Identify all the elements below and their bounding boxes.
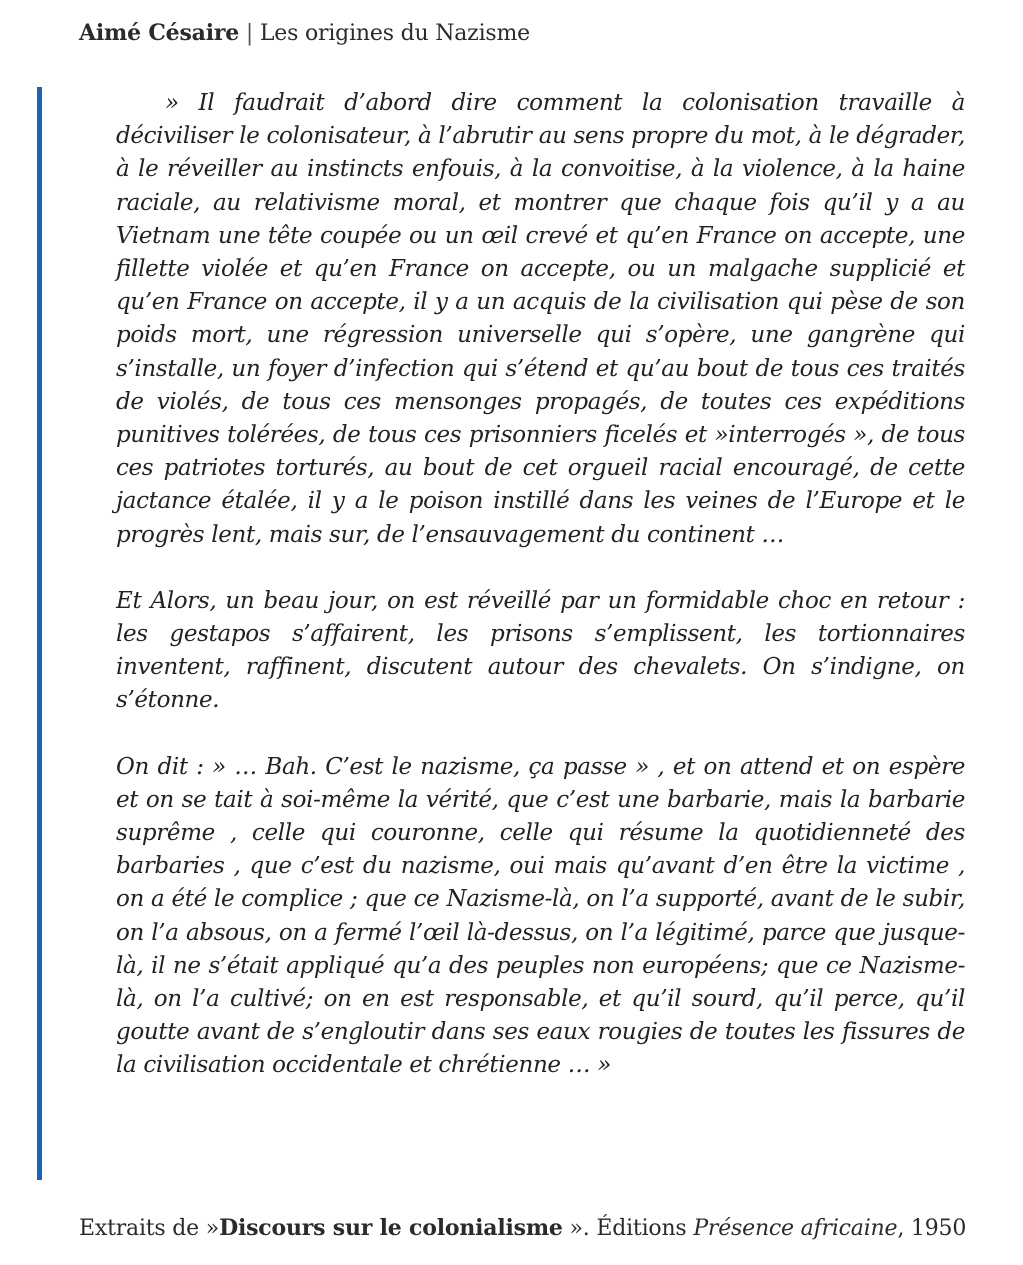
citation-prefix: Extraits de » [79, 1216, 220, 1241]
blockquote [116, 87, 965, 1116]
citation-middle: ». Éditions [562, 1216, 694, 1241]
quote-paragraph-3: On dit : » … Bah. C’est le nazisme, ça passe » , et on attend et on espère et on se tait à soi-même la vérité, que c’est une barbarie, mais la barbarie suprême , celle qui couronne, celle qui résume la quotidienneté des barbaries , que c’est du nazisme, oui mais qu’avant d’en être la victime , on a été le complice ; que ce Nazisme-là, on l’a supporté, avant de le subir, on l’a absous, on a fermé l’œil là-dessus, on l’a légitimé, parce que jusque-là, il ne s’était appliqué qu’a des peuples non européens; que ce Nazisme-là, on l’a cultivé; on en est responsable, et qu’il sourd, qu’il perce, qu’il goutte avant de s’engloutir dans ses eaux rougies de toutes les fissures de la civilisation occidentale et chrétienne … » [116, 753, 965, 1079]
header [79, 20, 530, 46]
publisher-name: Présence africaine [693, 1216, 898, 1241]
blockquote-bar [37, 87, 42, 1180]
header-separator: | [245, 21, 254, 46]
page-title: Les origines du Nazisme [259, 21, 530, 46]
book-title: Discours sur le colonialisme [219, 1215, 563, 1241]
author-name: Aimé Césaire [79, 20, 240, 46]
quote-paragraph-2: Et Alors, un beau jour, on est réveillé par un formidable choc en retour : les gestapos s’affairent, les prisons s’emplissent, les tortionnaires inventent, raffinent, discutent autour des chevalets. On s’indigne, on s’étonne. [116, 587, 965, 714]
citation-footer [79, 1215, 966, 1241]
quote-paragraph-1: » Il faudrait d’abord dire comment la colonisation travaille à déciviliser le colonisateur, à l’abrutir au sens propre du mot, à le dégrader, à le réveiller au instincts enfouis, à la convoitise, à la violence, à la haine raciale, au relativisme moral, et montrer que chaque fois qu’il y a au Vietnam une tête coupée ou un œil crevé et qu’en France on accepte, une fillette violée et qu’en France on accepte, ou un malgache supplicié et qu’en France on accepte, il y a un acquis de la civilisation qui pèse de son poids mort, une régression universelle qui s’opère, une gangrène qui s’installe, un foyer d’infection qui s’étend et qu’au bout de tous ces traités de violés, de tous ces mensonges propagés, de toutes ces expéditions punitives tolérées, de tous ces prisonniers ficelés et »interrogés », de tous ces patriotes torturés, au bout de cet orgueil racial encouragé, de cette jactance étalée, il y a le poison instillé dans les veines de l’Europe et le progrès lent, mais sur, de l’ensauvagement du continent … [116, 90, 965, 548]
publication-year: , 1950 [897, 1216, 967, 1241]
